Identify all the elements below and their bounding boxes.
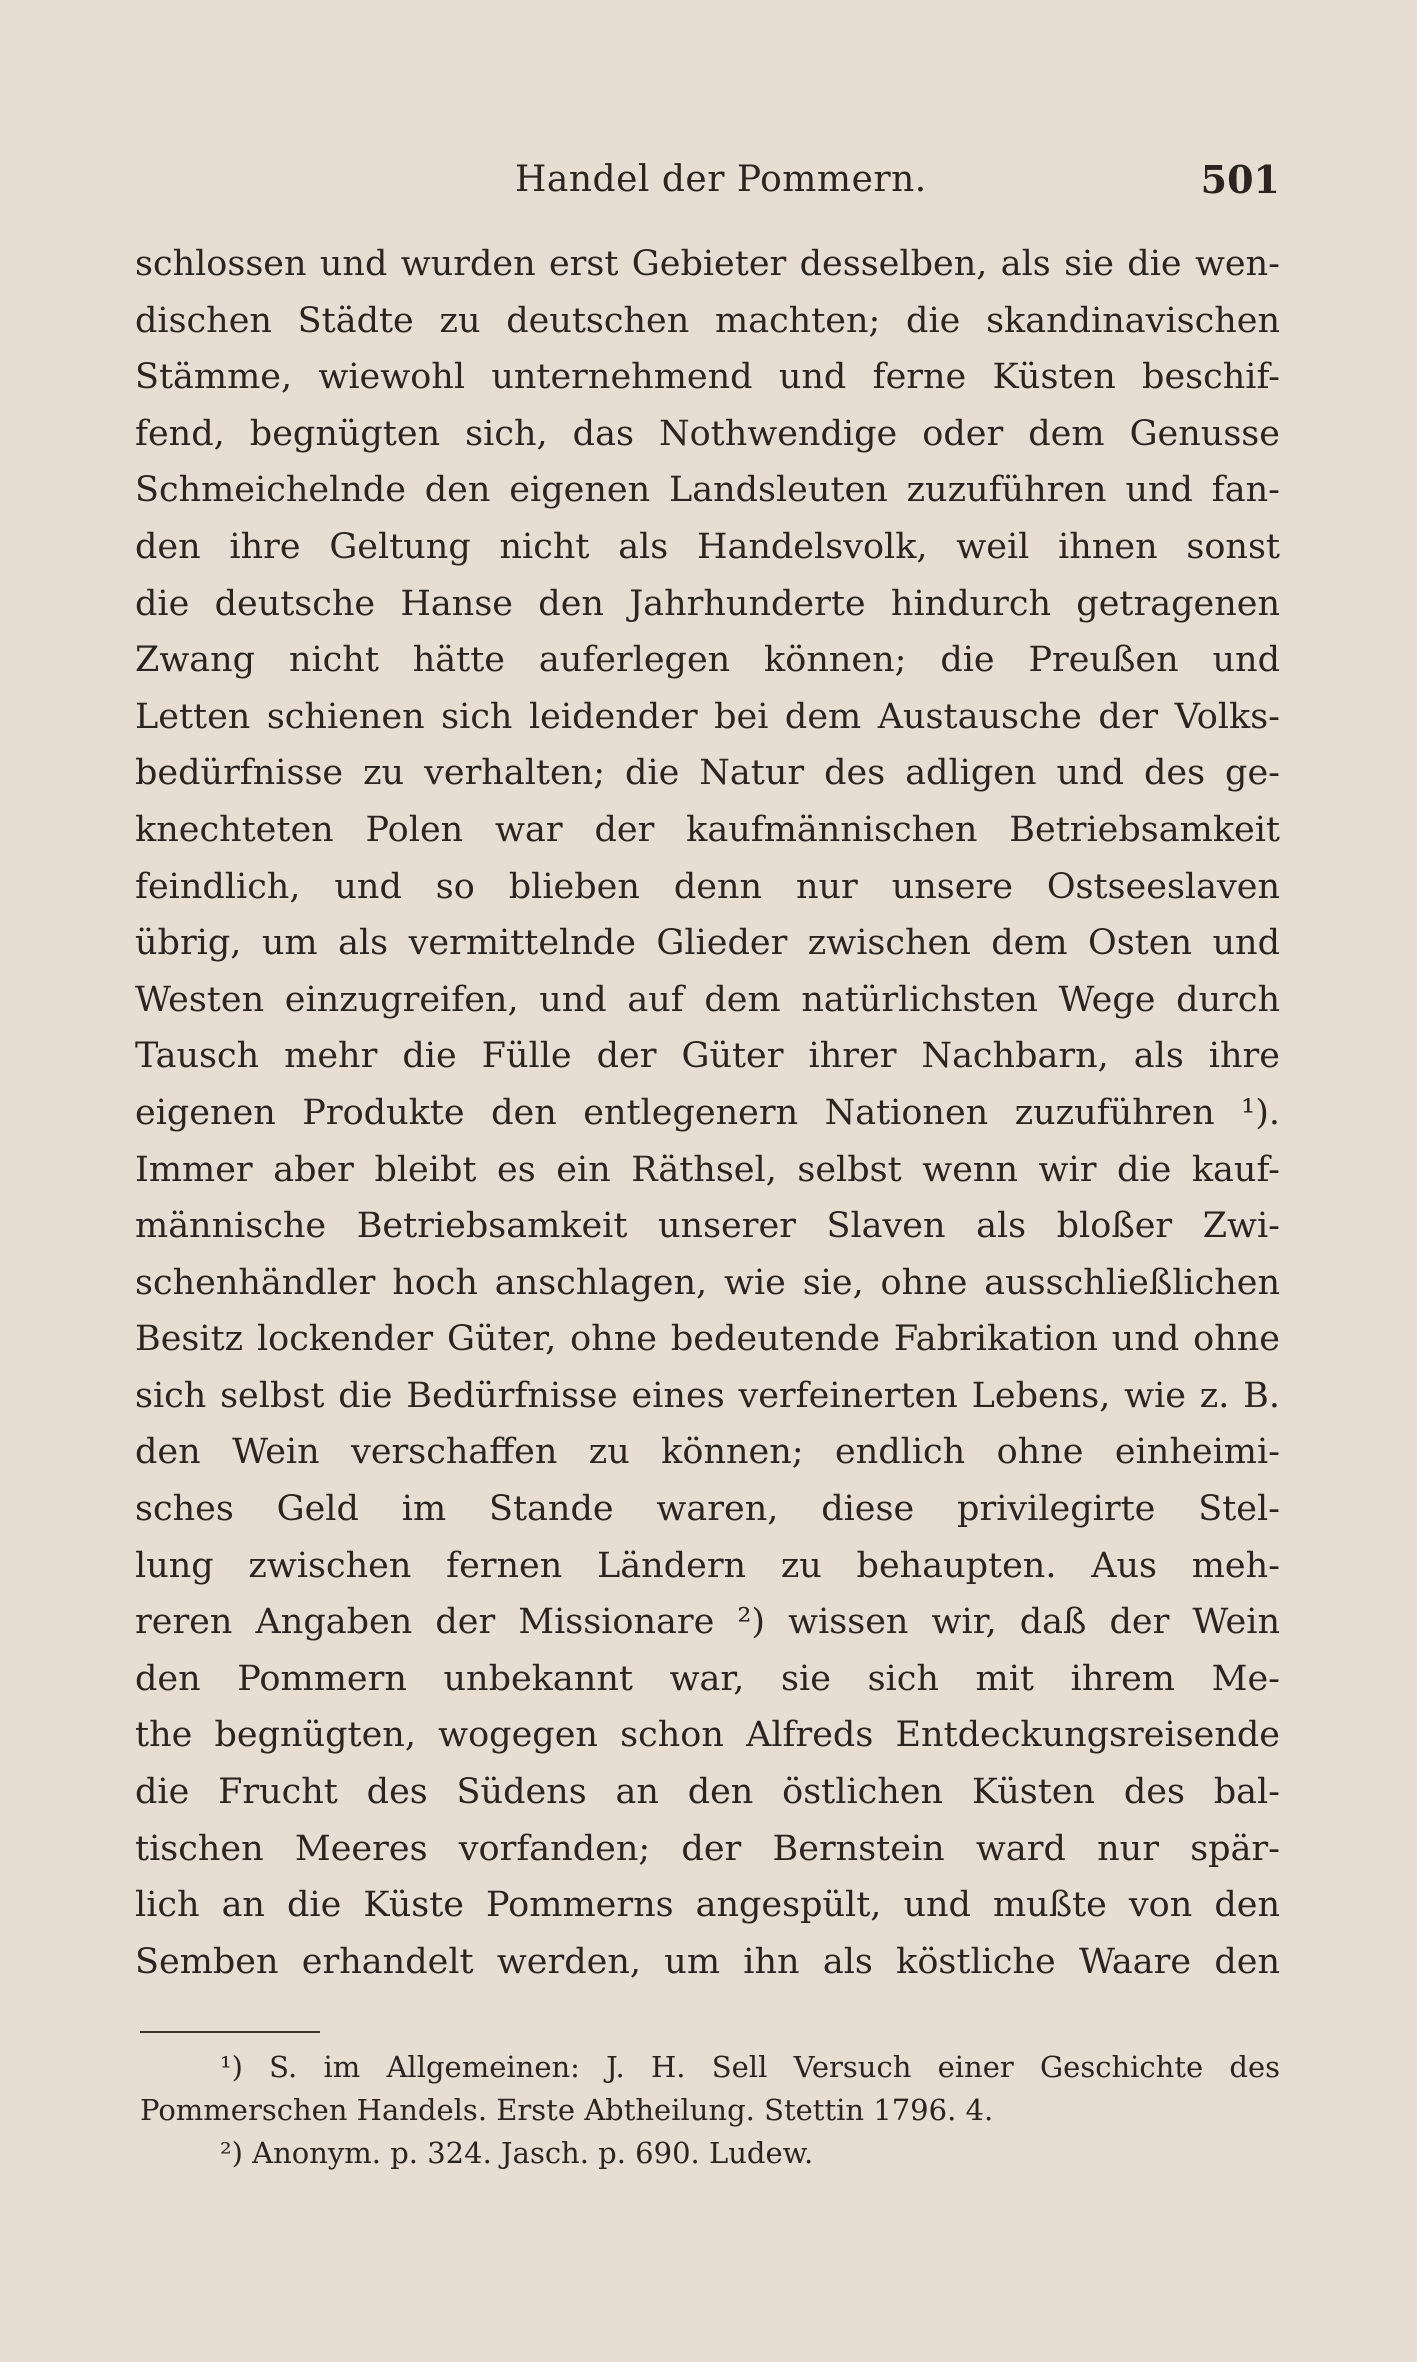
- footnote-2: ²) Anonym. p. 324. Jasch. p. 690. Ludew.: [220, 2136, 814, 2170]
- body-line: lich an die Küste Pommerns angespült, und mußte von den: [135, 1885, 1280, 1926]
- body-line: eigenen Produkte den entlegenern Nationen zuzuführen ¹).: [135, 1092, 1280, 1133]
- body-line: lung zwischen fernen Ländern zu behaupten. Aus meh-: [135, 1545, 1280, 1586]
- running-head: Handel der Pommern.: [515, 159, 927, 200]
- body-line: die deutsche Hanse den Jahrhunderte hindurch getragenen: [135, 583, 1280, 624]
- body-line: die Frucht des Südens an den östlichen Küsten des bal-: [135, 1772, 1280, 1813]
- body-line: Immer aber bleibt es ein Räthsel, selbst wenn wir die kauf-: [135, 1149, 1280, 1190]
- body-line: Schmeichelnde den eigenen Landsleuten zuzuführen und fan-: [135, 470, 1280, 511]
- body-line: den Wein verschaffen zu können; endlich ohne einheimi-: [135, 1432, 1280, 1473]
- body-line: Letten schienen sich leidender bei dem Austausche der Volks-: [135, 696, 1280, 737]
- footnote-1-line-1: ¹) S. im Allgemeinen: J. H. Sell Versuch einer Geschichte des: [220, 2050, 1280, 2084]
- body-line: feindlich, und so blieben denn nur unsere Ostseeslaven: [135, 866, 1280, 907]
- body-line: männische Betriebsamkeit unserer Slaven als bloßer Zwi-: [135, 1206, 1280, 1247]
- body-text: [135, 236, 1280, 1990]
- body-line: den Pommern unbekannt war, sie sich mit ihrem Me-: [135, 1658, 1280, 1699]
- body-line: den ihre Geltung nicht als Handelsvolk, weil ihnen sonst: [135, 526, 1280, 567]
- body-line: Tausch mehr die Fülle der Güter ihrer Nachbarn, als ihre: [135, 1036, 1280, 1077]
- body-line: Zwang nicht hätte auferlegen können; die Preußen und: [135, 640, 1280, 681]
- body-line: sches Geld im Stande waren, diese privilegirte Stel-: [135, 1489, 1280, 1530]
- body-line: übrig, um als vermittelnde Glieder zwischen dem Osten und: [135, 923, 1280, 964]
- body-line: schenhändler hoch anschlagen, wie sie, ohne ausschließlichen: [135, 1262, 1280, 1303]
- footnotes: [140, 2046, 1280, 2175]
- body-line: Besitz lockender Güter, ohne bedeutende Fabrikation und ohne: [135, 1319, 1280, 1360]
- body-line: fend, begnügten sich, das Nothwendige oder dem Genusse: [135, 413, 1280, 454]
- body-line: sich selbst die Bedürfnisse eines verfeinerten Lebens, wie z. B.: [135, 1375, 1280, 1416]
- page-number: 501: [1200, 157, 1280, 202]
- body-line: Westen einzugreifen, und auf dem natürlichsten Wege durch: [135, 979, 1280, 1020]
- body-line: knechteten Polen war der kaufmännischen Betriebsamkeit: [135, 809, 1280, 850]
- body-line: Stämme, wiewohl unternehmend und ferne Küsten beschif-: [135, 357, 1280, 398]
- body-line: bedürfnisse zu verhalten; die Natur des adligen und des ge-: [135, 753, 1280, 794]
- body-line: Semben erhandelt werden, um ihn als köstliche Waare den: [135, 1941, 1280, 1982]
- body-line: reren Angaben der Missionare ²) wissen wir, daß der Wein: [135, 1602, 1280, 1643]
- footnote-divider: [140, 2031, 320, 2033]
- body-line: dischen Städte zu deutschen machten; die skandinavischen: [135, 300, 1280, 341]
- page-header: [140, 155, 1280, 205]
- footnote-1-line-2: Pommerschen Handels. Erste Abtheilung. Stettin 1796. 4.: [140, 2093, 994, 2127]
- body-line: schlossen und wurden erst Gebieter desselben, als sie die wen-: [135, 244, 1280, 284]
- body-line: tischen Meeres vorfanden; der Bernstein ward nur spär-: [135, 1828, 1280, 1869]
- body-line: the begnügten, wogegen schon Alfreds Entdeckungsreisende: [135, 1715, 1280, 1756]
